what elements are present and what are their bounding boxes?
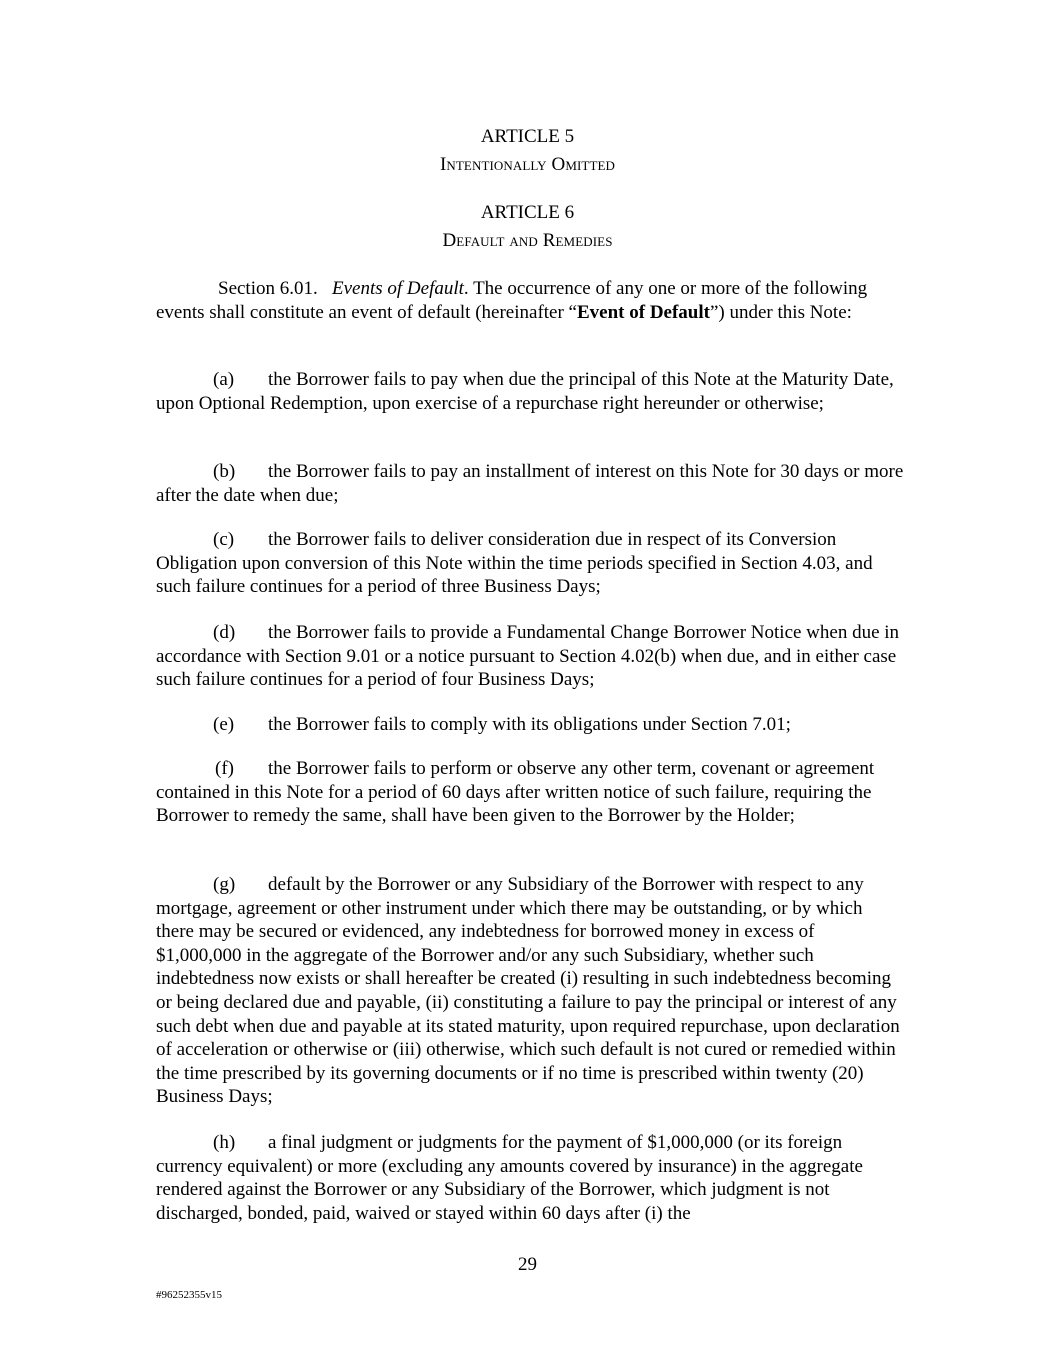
page-number: 29 [518, 1254, 537, 1275]
document-id: #96252355v15 [156, 1289, 222, 1301]
item-label: (a) [213, 369, 235, 390]
item-label: (d) [213, 622, 236, 643]
item-text: the Borrower fails to comply with its obligations under Section 7.01; [268, 714, 791, 735]
list-item [156, 873, 904, 1109]
item-text: a final judgment or judgments for the payment of $1,000,000 (or its foreign currency equivalent) or more (excluding any amounts covered by insurance) in the aggregate rendered against the Borrower or any Subsidiary of the Borrower, which judgment is not discharged, bonded, paid, waived or stayed within 60 days after (i) the [156, 1132, 863, 1224]
list-item [156, 528, 904, 599]
section-text-before: . The occurrence of any one or more of the following events shall constitute an event of default (hereinafter “ [156, 278, 868, 323]
list-item [156, 368, 904, 415]
item-text: the Borrower fails to perform or observe any other term, covenant or agreement contained in this Note for a period of 60 days after written notice of such failure, requiring the Borrower to remedy the same, shall have been given to the Borrower by the Holder; [156, 758, 875, 827]
article-6-title: ARTICLE 6 [480, 202, 575, 223]
item-text: the Borrower fails to pay when due the principal of this Note at the Maturity Date, upon Optional Redemption, upon exercise of a repurchase right hereunder or otherwise; [156, 369, 894, 414]
section-heading: Events of Default [332, 278, 464, 299]
section-text-after: ”) under this Note: [709, 301, 852, 323]
item-text: the Borrower fails to provide a Fundamental Change Borrower Notice when due in accordance with Section 9.01 or a notice pursuant to Section 4.02(b) when due, and in either case such failure continues for a period of four Business Days; [156, 622, 900, 691]
item-label: (f) [215, 758, 234, 779]
list-item [156, 1131, 904, 1225]
item-label: (c) [213, 529, 235, 550]
item-label: (e) [213, 714, 235, 735]
defined-term: Event of Default [577, 301, 710, 323]
item-label: (b) [213, 461, 236, 482]
list-item [156, 460, 904, 507]
article-5-title: ARTICLE 5 [480, 126, 575, 147]
list-item [156, 757, 904, 828]
item-label: (g) [213, 874, 236, 895]
section-number: Section 6.01. [218, 278, 318, 299]
item-text: the Borrower fails to deliver consideration due in respect of its Conversion Obligation upon conversion of this Note within the time periods specified in Section 4.03, and such failure continues for a period of three Business Days; [156, 529, 873, 598]
list-item [156, 621, 904, 692]
section-6-01-paragraph [156, 277, 904, 324]
item-text: default by the Borrower or any Subsidiary of the Borrower with respect to any mortgage, agreement or other instrument under which there may be outstanding, or by which there may be secured or evidenced, any indebtedness for borrowed money in excess of $1,000,000 in the aggregate of the Borrower and/or any such Subsidiary, whether such indebtedness now exists or shall hereafter be created (i) resulting in such indebtedness becoming or being declared due and payable, (ii) constituting a failure to pay the principal or interest of any such debt when due and payable at its stated maturity, upon required repurchase, upon declaration of acceleration or otherwise or (iii) otherwise, which such default is not cured or remedied within the time prescribed by its governing documents or if no time is prescribed within twenty (20) Business Days; [156, 874, 900, 1108]
article-5-subtitle: Intentionally Omitted [439, 154, 616, 175]
item-text: the Borrower fails to pay an installment of interest on this Note for 30 days or more after the date when due; [156, 461, 904, 506]
list-item [156, 713, 904, 737]
item-label: (h) [213, 1132, 236, 1153]
article-6-subtitle: Default and Remedies [442, 230, 613, 251]
